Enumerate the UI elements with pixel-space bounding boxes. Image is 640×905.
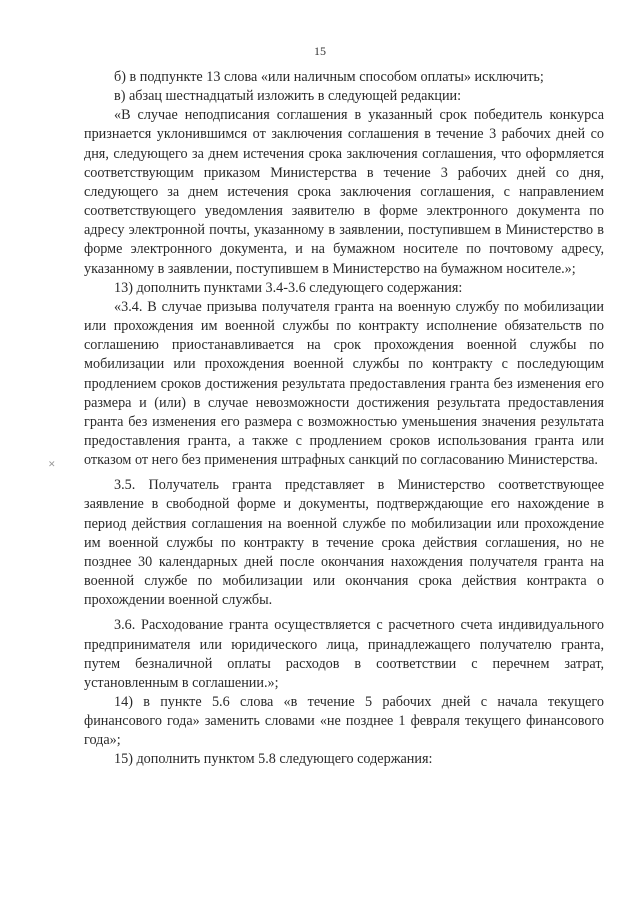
page-number: 15 <box>314 44 326 58</box>
paragraph-item-13: 13) дополнить пунктами 3.4-3.6 следующего содержания: <box>114 279 463 296</box>
paragraph-item-15: 15) дополнить пунктом 5.8 следующего содержания: <box>114 751 433 768</box>
paragraph-clause-3-6: 3.6. Расходование гранта осуществляется с расчетного счета индивидуального предпринимателя или юридического лица, принадлежащего получателю гранта, путем безналичной оплаты расходов в соответствии с перечнем затрат, установленным в соглашении.»; <box>84 617 604 691</box>
margin-mark: ✕ <box>48 459 56 469</box>
paragraph-quote-contract: «В случае неподписания соглашения в указанный срок победитель конкурса признается уклонившимся от заключения соглашения в течение 3 рабочих дней со дня, следующего за днем истечения срока заключения соглашения, что оформляется соответствующим приказом Министерства в течение 3 рабочих дней со дня, следующего за днем истечения срока заключения соглашения, с направлением соответствующего уведомления заявителю в форме электронного документа по адресу электронной почты, указанному в заявлении, поступившем в Министерство в форме электронного документа, и на бумажном носителе по почтовому адресу, указанному в заявлении, поступившем в Министерство на бумажном носителе.»; <box>84 107 604 277</box>
paragraph-subpoint-v: в) абзац шестнадцатый изложить в следующей редакции: <box>114 88 462 105</box>
paragraph-subpoint-b: б) в подпункте 13 слова «или наличным способом оплаты» исключить; <box>114 69 544 85</box>
paragraph-clause-3-5: 3.5. Получатель гранта представляет в Министерство соответствующее заявление в свободной форме и документы, подтверждающие его нахождение в период действия соглашения на военной службе по мобилизации или прохождение им военной службы по контракту в течение срока действия соглашения, но не позднее 30 календарных дней после окончания нахождения получателя гранта на военной службе по мобилизации или окончания срока действия контракта о прохождении военной службы. <box>84 477 604 609</box>
paragraph-clause-3-4: «3.4. В случае призыва получателя гранта на военную службу по мобилизации или прохождения им военной службы по контракту исполнение обязательств по соглашению приостанавливается на срок прохождения военной службы по мобилизации или прохождения военной службы по контракту с последующим продлением сроков достижения результата предоставления гранта без изменения его размера и (или) в случае невозможности достижения результата предоставления гранта без изменения его размера с возможностью уменьшения значения результата предоставления гранта, а также с продлением сроков использования гранта или отказом от него без применения штрафных санкций по согласованию Министерства. <box>84 298 604 469</box>
paragraph-item-14: 14) в пункте 5.6 слова «в течение 5 рабочих дней с начала текущего финансового года» заменить словами «не позднее 1 февраля текущего финансового года»; <box>84 694 604 749</box>
document-body <box>84 68 604 770</box>
